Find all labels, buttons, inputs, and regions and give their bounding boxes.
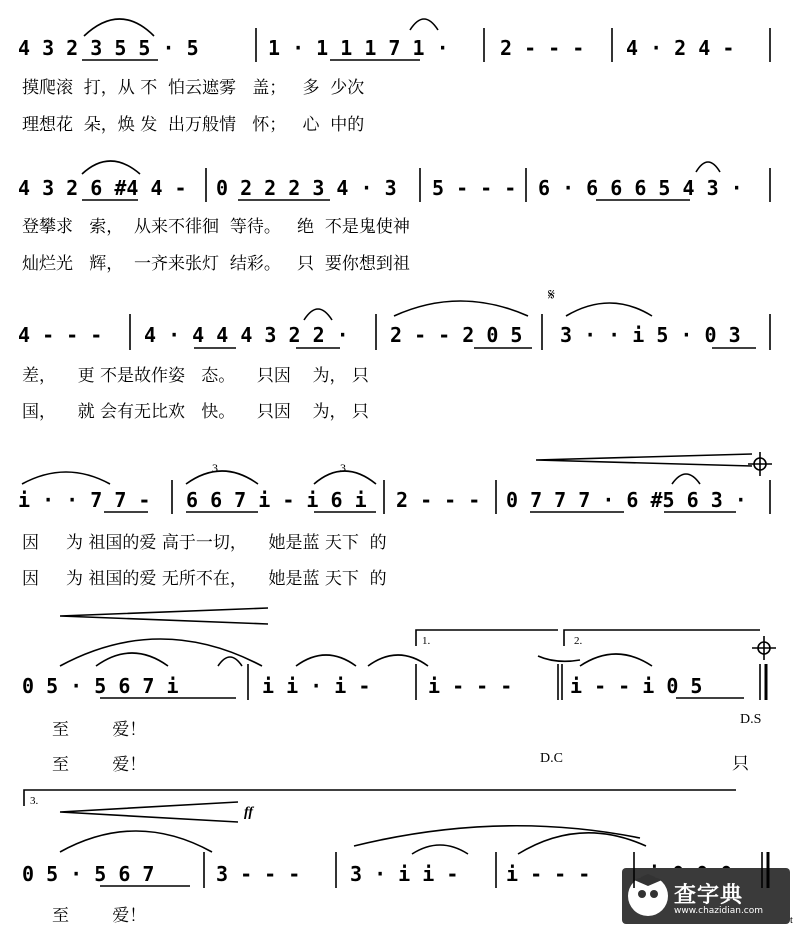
lyrics-r4-v1: 因 为 祖国的爱 高于一切， 她是蓝 天下 的 <box>22 533 387 553</box>
slur-arc <box>82 161 140 174</box>
notation-r3-m1: 4 - - - <box>18 323 103 347</box>
volta-bracket <box>416 630 558 646</box>
slur-arc <box>368 655 428 666</box>
lyrics-r4-v2: 因 为 祖国的爱 无所不在， 她是蓝 天下 的 <box>22 569 387 589</box>
slur-arc <box>22 472 110 484</box>
notation-r5-m4: i - - i 0 5 <box>570 674 703 698</box>
notation-r2-m1: 4 3 2 6 #4 4 - <box>18 176 187 200</box>
slur-arc <box>96 653 168 666</box>
ds-mark: D.S <box>740 712 762 727</box>
hairpin <box>60 802 238 822</box>
volta-bracket <box>564 630 760 646</box>
slur-arc <box>354 826 640 846</box>
volta-bracket <box>24 790 736 806</box>
slur-arc <box>566 303 652 316</box>
lyrics-r1-v2: 理想花 朵，焕 发 出万般情 怀； 心 中的 <box>22 115 365 135</box>
dc-mark: D.C <box>540 751 563 766</box>
volta-2-label: 2. <box>574 635 583 647</box>
notation-r4-m4: 0 7 7 7 · 6 #5 6 3 · <box>506 488 747 512</box>
volta-3-label: 3. <box>30 795 39 807</box>
notation-r2-m3: 5 - - - <box>432 176 517 200</box>
coda-icon <box>748 452 772 476</box>
notation-r3-m2: 4 · 4 4 4 3 2 2 · <box>144 323 349 347</box>
notation-r1-m3: 2 - - - <box>500 36 585 60</box>
pickup-lyric: 只 <box>732 754 749 774</box>
lyrics-r3-v2: 国， 就 会有无比欢 快。 只因 为， 只 <box>22 402 369 422</box>
triplet-mark-2: 3 <box>340 461 346 475</box>
lyrics-r5-v1: 至 爱！ <box>52 720 147 740</box>
logo-text: 查字典 <box>674 883 744 908</box>
lyrics-r2-v1: 登攀求 索， 从来不徘徊 等待。 绝 不是鬼使神 <box>22 217 410 237</box>
notation-r6-m4: i - - - <box>506 862 591 886</box>
notation-r5-m1: 0 5 · 5 6 7 i <box>22 674 179 698</box>
slur-arc <box>304 309 332 320</box>
slur-arc <box>186 471 258 484</box>
slur-arc <box>394 301 528 316</box>
notation-r4-m3: 2 - - - <box>396 488 481 512</box>
notation-r2-m2: 0 2 2 2 3 4 · 3 <box>216 176 397 200</box>
notation-r1-m1: 4 3 2 3 5 5 · 5 <box>18 36 199 60</box>
hairpin <box>536 454 752 466</box>
ff-mark: ff <box>244 805 254 820</box>
notation-r6-m1: 0 5 · 5 6 7 <box>22 862 155 886</box>
lyrics-r3-v1: 差， 更 不是故作姿 态。 只因 为， 只 <box>22 366 369 386</box>
slur-arc <box>412 845 468 854</box>
notation-r4-m2: 6 6 7 i - i 6 i <box>186 488 367 512</box>
slur-arc <box>218 657 242 666</box>
notation-r4-m1: i · · 7 7 - <box>18 488 151 512</box>
slur-arc <box>296 655 356 666</box>
lyrics-r2-v2: 灿烂光 辉， 一齐来张灯 结彩。 只 要你想到祖 <box>22 254 410 274</box>
notation-r3-m4: 3 · · i 5 · 0 3 <box>560 323 741 347</box>
notation-r6-m2: 3 - - - <box>216 862 301 886</box>
slur-arc <box>84 19 154 36</box>
lyrics-r6-v1: 至 爱！ <box>52 906 147 926</box>
slur-arc <box>60 831 212 852</box>
slur-arc <box>314 471 376 484</box>
lyrics-r5-v2: 至 爱！ <box>52 755 147 775</box>
slur-arc <box>410 19 438 30</box>
slur-arc <box>538 656 580 661</box>
triplet-mark-1: 3 <box>212 461 218 475</box>
volta-1-label: 1. <box>422 635 431 647</box>
segno-mark: 𝄋 <box>548 287 555 304</box>
coda-icon <box>752 636 776 660</box>
notation-r6-m3: 3 · i i - <box>350 862 459 886</box>
notation-r5-m2: i i · i - <box>262 674 371 698</box>
logo-url: www.chazidian.com <box>674 906 764 916</box>
notation-r5-m3: i - - - <box>428 674 513 698</box>
notation-r1-m4: 4 · 2 4 - <box>626 36 735 60</box>
notation-r3-m3: 2 - - 2 0 5 <box>390 323 523 347</box>
slur-arc <box>580 654 652 666</box>
lyrics-r1-v1: 摸爬滚 打，从 不 怕云遮雾 盖； 多 少次 <box>22 78 365 98</box>
notation-r2-m4: 6 · 6 6 6 5 4 3 · <box>538 176 743 200</box>
notation-r1-m2: 1 · 1 1 1 7 1 · <box>268 36 449 60</box>
slur-arc <box>672 474 700 484</box>
edge-char: t <box>790 915 793 926</box>
hairpin <box>60 608 268 624</box>
slur-arc <box>696 162 720 172</box>
